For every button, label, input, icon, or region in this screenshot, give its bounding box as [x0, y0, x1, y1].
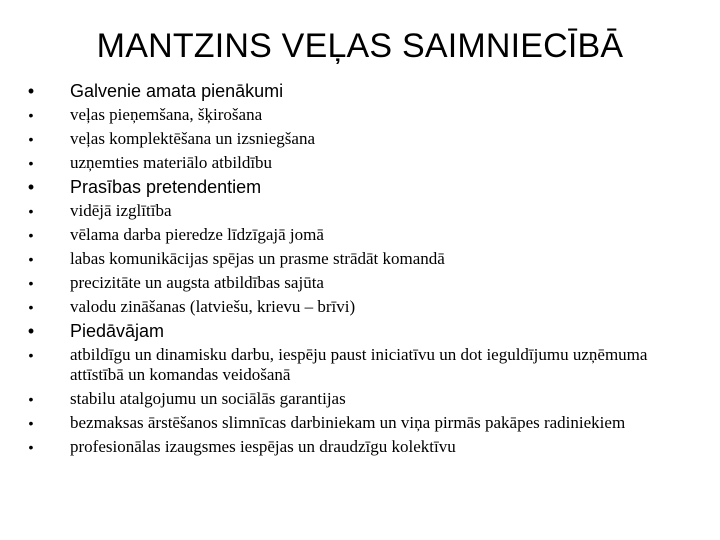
bullet-marker: • [28, 347, 34, 363]
bullet-marker: • [27, 321, 35, 341]
list-item-text: uzņemties materiālo atbildību [70, 153, 273, 172]
list-item [24, 295, 704, 319]
bullet-list [24, 79, 704, 459]
bullet-marker: • [28, 203, 34, 219]
list-item [24, 127, 704, 151]
list-item [24, 271, 704, 295]
bullet-marker: • [28, 415, 34, 431]
list-item-text: precizitāte un augsta atbildības sajūta [70, 273, 324, 292]
list-item [24, 387, 704, 411]
list-item-text: stabilu atalgojumu un sociālās garantijas [70, 389, 346, 408]
list-item-text: valodu zināšanas (latviešu, krievu – brīvi) [70, 297, 356, 316]
list-item [24, 199, 704, 223]
list-item [24, 343, 704, 387]
list-item-text: profesionālas izaugsmes iespējas un draudzīgu kolektīvu [70, 437, 456, 456]
section-heading-offer [24, 319, 704, 343]
bullet-marker: • [28, 439, 34, 455]
bullet-marker: • [27, 177, 35, 197]
list-item-text: vēlama darba pieredze līdzīgajā jomā [70, 225, 324, 244]
list-item [24, 151, 704, 175]
list-item-text: vidējā izglītība [70, 201, 172, 220]
section-heading-duties [24, 79, 704, 103]
list-item [24, 223, 704, 247]
list-item [24, 103, 704, 127]
list-item-text: veļas komplektēšana un izsniegšana [70, 129, 316, 148]
bullet-marker: • [28, 131, 34, 147]
bullet-marker: • [28, 299, 34, 315]
list-item-text: atbildīgu un dinamisku darbu, iespēju paust iniciatīvu un dot ieguldījumu uzņēmuma attīstībā un komandas veidošanā [70, 345, 648, 384]
list-item [24, 411, 704, 435]
bullet-marker: • [28, 155, 34, 171]
page-title: MANTZINS VEĻAS SAIMNIECĪBĀ [96, 27, 624, 65]
bullet-marker: • [28, 227, 34, 243]
bullet-marker: • [28, 107, 34, 123]
list-item-text: Piedāvājam [70, 321, 165, 341]
list-item-text: veļas pieņemšana, šķirošana [70, 105, 263, 124]
list-item-text: labas komunikācijas spējas un prasme strādāt komandā [70, 249, 445, 268]
bullet-marker: • [28, 251, 34, 267]
list-item-text: bezmaksas ārstēšanos slimnīcas darbiniekam un viņa pirmās pakāpes radiniekiem [70, 413, 626, 432]
bullet-marker: • [28, 391, 34, 407]
list-item-text: Galvenie amata pienākumi [70, 81, 284, 101]
list-item [24, 435, 704, 459]
list-item-text: Prasības pretendentiem [70, 177, 262, 197]
bullet-marker: • [28, 275, 34, 291]
section-heading-requirements [24, 175, 704, 199]
bullet-marker: • [27, 81, 35, 101]
list-item [24, 247, 704, 271]
